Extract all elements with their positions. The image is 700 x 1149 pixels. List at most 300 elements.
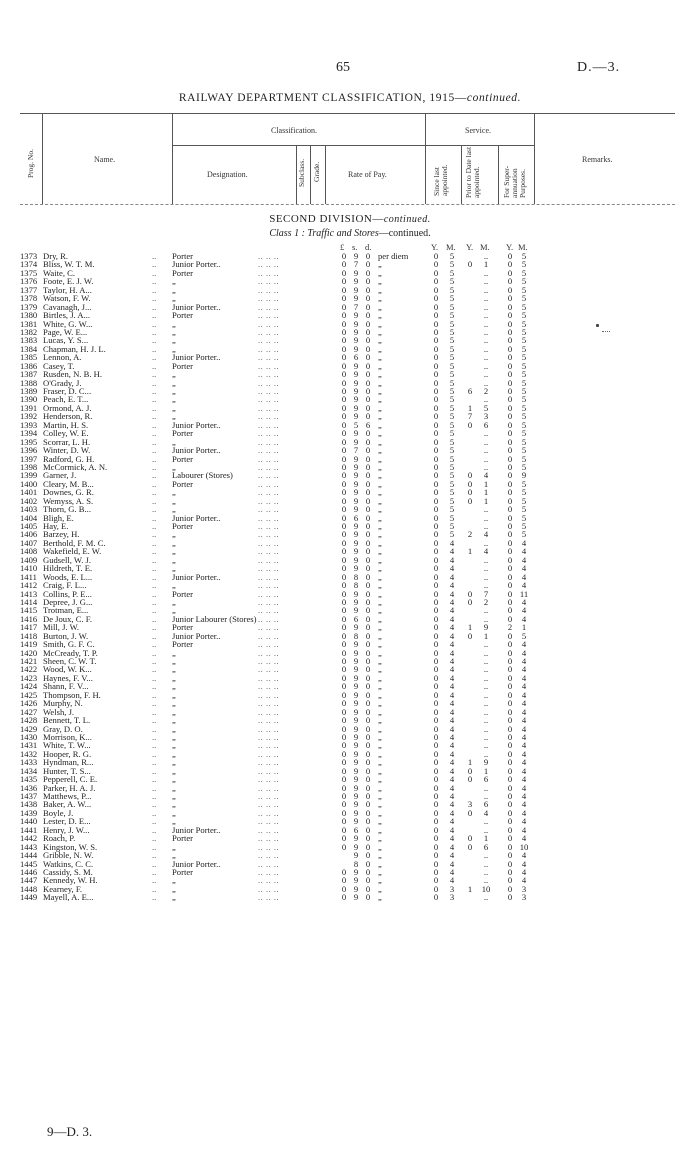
cell-p: 0 [341, 478, 347, 489]
cell-m3: 5 [521, 335, 527, 346]
leader-dots: .. .. .. [258, 352, 280, 363]
cell-m3: 3 [521, 883, 527, 894]
cell-m1: 5 [449, 251, 455, 261]
cell-pd: „ [378, 639, 382, 650]
cell-des: „ [172, 748, 176, 759]
leader-dots: .. [152, 461, 157, 472]
table-row [0, 387, 700, 395]
cell-pd: „ [378, 487, 382, 498]
cell-d: 0 [365, 563, 371, 574]
leader-dots: .. [152, 681, 157, 692]
cell-y1: 0 [433, 841, 439, 852]
cell-s: 9 [353, 799, 359, 810]
cell-pd: „ [378, 816, 382, 827]
leader-dots: .. .. .. [258, 698, 280, 709]
cell-p: 0 [341, 706, 347, 717]
cell-y1: 0 [433, 537, 439, 548]
leader-dots: .. [152, 774, 157, 785]
cell-d: 0 [365, 428, 371, 439]
cell-y3: 0 [507, 512, 513, 523]
cell-num: 1424 [20, 681, 38, 692]
cell-name: Thompson, F. H. [43, 689, 101, 700]
cell-y3: 0 [507, 563, 513, 574]
header-top-rule [20, 113, 675, 114]
leader-dots: .. [152, 419, 157, 430]
cell-m2: .. [483, 681, 489, 692]
cell-des: „ [172, 461, 176, 472]
table-row [0, 632, 700, 640]
cell-name: Bennett, T. L. [43, 715, 91, 726]
cell-name: Radford, G. H. [43, 453, 95, 464]
cell-name: Burton, J. W. [43, 630, 89, 641]
cell-s: 9 [353, 546, 359, 557]
cell-m2: .. [483, 453, 489, 464]
table-row [0, 784, 700, 792]
cell-num: 1378 [20, 293, 38, 304]
cell-m3: 4 [521, 689, 527, 700]
leader-dots: .. [152, 883, 157, 894]
cell-y3: 0 [507, 656, 513, 666]
cell-des: „ [172, 807, 176, 818]
cell-des: „ [172, 757, 176, 768]
cell-pd: „ [378, 571, 382, 582]
cell-pd: „ [378, 386, 382, 396]
cell-p: 0 [341, 647, 347, 658]
cell-m2: .. [483, 318, 489, 329]
cell-pd: „ [378, 394, 382, 405]
cell-y1: 0 [433, 656, 439, 666]
cell-s: 9 [353, 757, 359, 768]
cell-p: 0 [341, 799, 347, 810]
cell-y1: 0 [433, 622, 439, 633]
cell-p: 0 [341, 723, 347, 734]
cell-y1: 0 [433, 521, 439, 531]
leader-dots: .. .. .. [258, 546, 280, 557]
cell-m3: 10 [519, 841, 529, 852]
cell-m2: .. [483, 461, 489, 472]
cell-d: 0 [365, 740, 371, 751]
cell-p: 0 [341, 791, 347, 801]
table-row [0, 446, 700, 454]
cell-y1: 0 [433, 478, 439, 489]
cell-y3: 2 [507, 622, 513, 633]
cell-d: 0 [365, 656, 371, 666]
cell-name: Winter, D. W. [43, 445, 91, 456]
cell-d: 0 [365, 799, 371, 810]
cell-m1: 4 [449, 630, 455, 641]
cell-m1: 5 [449, 318, 455, 329]
leader-dots: .. [152, 799, 157, 810]
table-row [0, 682, 700, 690]
leader-dots: .. .. .. [258, 605, 280, 616]
cell-s: 9 [353, 326, 359, 337]
cell-y1: 0 [433, 546, 439, 557]
cell-m3: 5 [521, 276, 527, 287]
header-service: Service. [465, 126, 491, 135]
table-row [0, 463, 700, 471]
cell-name: Gribble, N. W. [43, 850, 94, 861]
table-row [0, 303, 700, 311]
cell-des: „ [172, 664, 176, 675]
table-row [0, 539, 700, 547]
cell-pd: „ [378, 892, 382, 903]
cell-d: 0 [365, 622, 371, 633]
cell-d: 0 [365, 664, 371, 675]
header-designation: Designation. [207, 170, 248, 179]
cell-s: 9 [353, 664, 359, 675]
cell-m2: .. [483, 284, 489, 295]
cell-m1: 5 [449, 293, 455, 304]
cell-s: 9 [353, 816, 359, 827]
cell-p: 0 [341, 596, 347, 607]
cell-pd: „ [378, 428, 382, 439]
table-row [0, 800, 700, 808]
cell-m1: 4 [449, 875, 455, 886]
cell-m1: 4 [449, 571, 455, 582]
cell-m2: 5 [483, 402, 489, 413]
cell-num: 1386 [20, 360, 38, 371]
table-row [0, 826, 700, 834]
leader-dots: .. [152, 251, 157, 261]
cell-name: McCormick, A. N. [43, 461, 108, 472]
cell-num: 1435 [20, 774, 38, 785]
leader-dots: .. .. .. [258, 596, 280, 607]
cell-m1: 4 [449, 807, 455, 818]
cell-name: Kennedy, W. H. [43, 875, 98, 886]
cell-s: 9 [353, 436, 359, 447]
cell-m3: 1 [521, 622, 527, 633]
leader-dots: .. .. .. [258, 647, 280, 658]
cell-m3: 4 [521, 866, 527, 877]
cell-name: Thorn, G. B... [43, 504, 91, 515]
cell-num: 1389 [20, 386, 38, 396]
cell-p: 0 [341, 343, 347, 354]
ink-mark [602, 331, 610, 332]
col-divider [42, 113, 43, 204]
leader-dots: .. .. .. [258, 883, 280, 894]
page-number: 65 [336, 60, 350, 75]
cell-m1: 4 [449, 689, 455, 700]
leader-dots: .. .. .. [258, 436, 280, 447]
cell-m3: 5 [521, 419, 527, 430]
cell-name: Cassidy, S. M. [43, 866, 93, 877]
cell-name: Mill, J. W. [43, 622, 80, 633]
header-name: Name. [94, 155, 116, 164]
cell-m3: 4 [521, 546, 527, 557]
cell-des: „ [172, 791, 176, 801]
cell-num: 1409 [20, 554, 38, 565]
cell-des: „ [172, 487, 176, 498]
leader-dots: .. .. .. [258, 554, 280, 565]
cell-s: 9 [353, 394, 359, 405]
cell-y3: 0 [507, 495, 513, 506]
cell-num: 1402 [20, 495, 38, 506]
cell-name: Waite, C. [43, 267, 76, 278]
leader-dots: .. .. .. [258, 866, 280, 877]
cell-name: Trotman, E... [43, 605, 89, 616]
cell-name: Hunter, T. S... [43, 765, 91, 776]
cell-m3: 5 [521, 360, 527, 371]
cell-pd: „ [378, 757, 382, 768]
cell-num: 1410 [20, 563, 38, 574]
cell-p: 0 [341, 765, 347, 776]
cell-d: 0 [365, 605, 371, 616]
cell-name: Gray, D. O. [43, 723, 83, 734]
cell-des: „ [172, 782, 176, 793]
cell-m2: .. [483, 512, 489, 523]
cell-s: 9 [353, 681, 359, 692]
class-continued: —continued. [378, 228, 431, 239]
cell-m3: 4 [521, 740, 527, 751]
cell-m1: 5 [449, 521, 455, 531]
cell-pd: „ [378, 715, 382, 726]
table-row [0, 547, 700, 555]
cell-p: 0 [341, 461, 347, 472]
leader-dots: .. [152, 672, 157, 683]
cell-s: 9 [353, 715, 359, 726]
cell-p: 0 [341, 326, 347, 337]
cell-y3: 0 [507, 883, 513, 894]
cell-y2: 1 [467, 883, 473, 894]
cell-des: „ [172, 343, 176, 354]
cell-name: Pepperell, C. E. [43, 774, 98, 785]
header-remarks: Remarks. [582, 155, 613, 164]
cell-d: 0 [365, 824, 371, 835]
leader-dots: .. [152, 487, 157, 498]
cell-num: 1407 [20, 537, 38, 548]
leader-dots: .. [152, 841, 157, 852]
cell-pd: „ [378, 461, 382, 472]
cell-m3: 5 [521, 436, 527, 447]
table-row [0, 311, 700, 319]
cell-y1: 0 [433, 436, 439, 447]
cell-y1: 0 [433, 360, 439, 371]
cell-m2: 9 [483, 622, 489, 633]
cell-m2: .. [483, 326, 489, 337]
cell-y3: 0 [507, 630, 513, 641]
cell-des: Junior Porter.. [172, 445, 221, 456]
cell-num: 1385 [20, 352, 38, 363]
cell-des: „ [172, 681, 176, 692]
cell-s: 9 [353, 529, 359, 540]
col-divider [172, 113, 173, 204]
cell-m3: 11 [519, 588, 529, 599]
cell-m1: 4 [449, 580, 455, 591]
col-divider [325, 145, 326, 204]
cell-name: Taylor, H. A... [43, 284, 92, 295]
cell-y1: 0 [433, 419, 439, 430]
leader-dots: .. [152, 284, 157, 295]
cell-d: 0 [365, 470, 371, 481]
cell-m3: 5 [521, 301, 527, 312]
cell-y3: 0 [507, 453, 513, 464]
cell-des: Porter [172, 866, 194, 877]
leader-dots: .. [152, 529, 157, 540]
cell-s: 9 [353, 343, 359, 354]
cell-y1: 0 [433, 782, 439, 793]
cell-name: Berthold, F. M. C. [43, 537, 106, 548]
cell-pd: „ [378, 588, 382, 599]
cell-p: 0 [341, 259, 347, 270]
cell-pd: „ [378, 402, 382, 413]
cell-m2: 1 [483, 630, 489, 641]
cell-num: 1438 [20, 799, 38, 810]
cell-y2: 0 [467, 495, 473, 506]
leader-dots: .. [152, 689, 157, 700]
cell-name: Colley, W. E. [43, 428, 89, 439]
cell-m1: 5 [449, 301, 455, 312]
cell-m3: 4 [521, 774, 527, 785]
cell-m1: 5 [449, 478, 455, 489]
cell-des: Porter [172, 478, 194, 489]
leader-dots: .. .. .. [258, 807, 280, 818]
cell-y1: 0 [433, 554, 439, 565]
cell-des: „ [172, 698, 176, 709]
table-row [0, 379, 700, 387]
cell-y3: 0 [507, 276, 513, 287]
cell-pd: „ [378, 883, 382, 894]
cell-y1: 0 [433, 639, 439, 650]
leader-dots: .. .. .. [258, 411, 280, 422]
cell-name: Henry, J. W... [43, 824, 90, 835]
cell-name: White, G. W... [43, 318, 93, 329]
leader-dots: .. [152, 386, 157, 396]
cell-d: 0 [365, 301, 371, 312]
leader-dots: .. .. .. [258, 622, 280, 633]
cell-m1: 5 [449, 419, 455, 430]
cell-y3: 0 [507, 343, 513, 354]
cell-d: 0 [365, 672, 371, 683]
leader-dots: .. .. .. [258, 318, 280, 329]
cell-des: „ [172, 740, 176, 751]
cell-d: 0 [365, 866, 371, 877]
col-divider [498, 145, 499, 204]
cell-num: 1421 [20, 656, 38, 666]
cell-d: 0 [365, 858, 371, 869]
cell-m2: .. [483, 537, 489, 548]
cell-d: 6 [365, 419, 371, 430]
leader-dots: .. .. .. [258, 824, 280, 835]
cell-m3: 4 [521, 748, 527, 759]
cell-num: 1393 [20, 419, 38, 430]
cell-m1: 4 [449, 791, 455, 801]
cell-pd: „ [378, 478, 382, 489]
cell-m3: 4 [521, 639, 527, 650]
cell-s: 9 [353, 892, 359, 903]
cell-des: „ [172, 799, 176, 810]
cell-m2: 4 [483, 807, 489, 818]
cell-pd: „ [378, 622, 382, 633]
cell-y1: 0 [433, 495, 439, 506]
cell-des: Porter [172, 360, 194, 371]
cell-m2: .. [483, 723, 489, 734]
cell-s: 9 [353, 740, 359, 751]
cell-m3: 4 [521, 858, 527, 869]
cell-name: Lennon, A. [43, 352, 82, 363]
cell-p: 0 [341, 554, 347, 565]
cell-y3: 0 [507, 833, 513, 844]
cell-s: 8 [353, 571, 359, 582]
cell-y3: 0 [507, 757, 513, 768]
cell-m3: 5 [521, 352, 527, 363]
cell-m2: 6 [483, 799, 489, 810]
cell-d: 0 [365, 571, 371, 582]
cell-des: „ [172, 774, 176, 785]
cell-m1: 4 [449, 850, 455, 861]
cell-y3: 0 [507, 402, 513, 413]
cell-p: 0 [341, 436, 347, 447]
cell-m2: .. [483, 824, 489, 835]
cell-y3: 0 [507, 445, 513, 456]
cell-m2: .. [483, 748, 489, 759]
cell-name: Downes, G. R. [43, 487, 94, 498]
cell-m3: 5 [521, 259, 527, 270]
cell-des: Junior Porter.. [172, 301, 221, 312]
leader-dots: .. [152, 436, 157, 447]
cell-p: 0 [341, 807, 347, 818]
header-prior-to: Prior to Date last appointed. [464, 146, 481, 198]
leader-dots: .. .. .. [258, 613, 280, 624]
cell-y3: 0 [507, 824, 513, 835]
table-row [0, 480, 700, 488]
cell-num: 1418 [20, 630, 38, 641]
cell-pd: „ [378, 470, 382, 481]
cell-m2: .. [483, 706, 489, 717]
cell-p: 0 [341, 681, 347, 692]
cell-pd: „ [378, 740, 382, 751]
cell-y1: 0 [433, 807, 439, 818]
cell-pd: „ [378, 580, 382, 591]
cell-num: 1446 [20, 866, 38, 877]
cell-num: 1401 [20, 487, 38, 498]
cell-y1: 0 [433, 706, 439, 717]
cell-num: 1405 [20, 521, 38, 531]
cell-m2: .. [483, 445, 489, 456]
cell-m2: .. [483, 343, 489, 354]
leader-dots: .. .. .. [258, 512, 280, 523]
cell-des: „ [172, 504, 176, 515]
cell-num: 1415 [20, 605, 38, 616]
cell-pd: „ [378, 352, 382, 363]
cell-m2: .. [483, 521, 489, 531]
cell-name: Boyle, J. [43, 807, 74, 818]
cell-m3: 5 [521, 267, 527, 278]
cell-y2: 2 [467, 529, 473, 540]
leader-dots: .. [152, 267, 157, 278]
cell-p: 0 [341, 866, 347, 877]
cell-s: 7 [353, 301, 359, 312]
cell-p: 0 [341, 521, 347, 531]
cell-y3: 0 [507, 672, 513, 683]
cell-m1: 5 [449, 377, 455, 388]
cell-m1: 4 [449, 723, 455, 734]
leader-dots: .. [152, 301, 157, 312]
cell-y3: 0 [507, 765, 513, 776]
cell-s: 9 [353, 369, 359, 380]
cell-m3: 5 [521, 326, 527, 337]
cell-m1: 5 [449, 470, 455, 481]
table-row [0, 809, 700, 817]
cell-s: 9 [353, 656, 359, 666]
leader-dots: .. .. .. [258, 369, 280, 380]
cell-num: 1423 [20, 672, 38, 683]
cell-p: 0 [341, 892, 347, 903]
cell-y1: 0 [433, 647, 439, 658]
cell-m2: .. [483, 782, 489, 793]
cell-des: „ [172, 563, 176, 574]
cell-name: Gudsell, W. J. [43, 554, 91, 565]
leader-dots: .. [152, 478, 157, 489]
